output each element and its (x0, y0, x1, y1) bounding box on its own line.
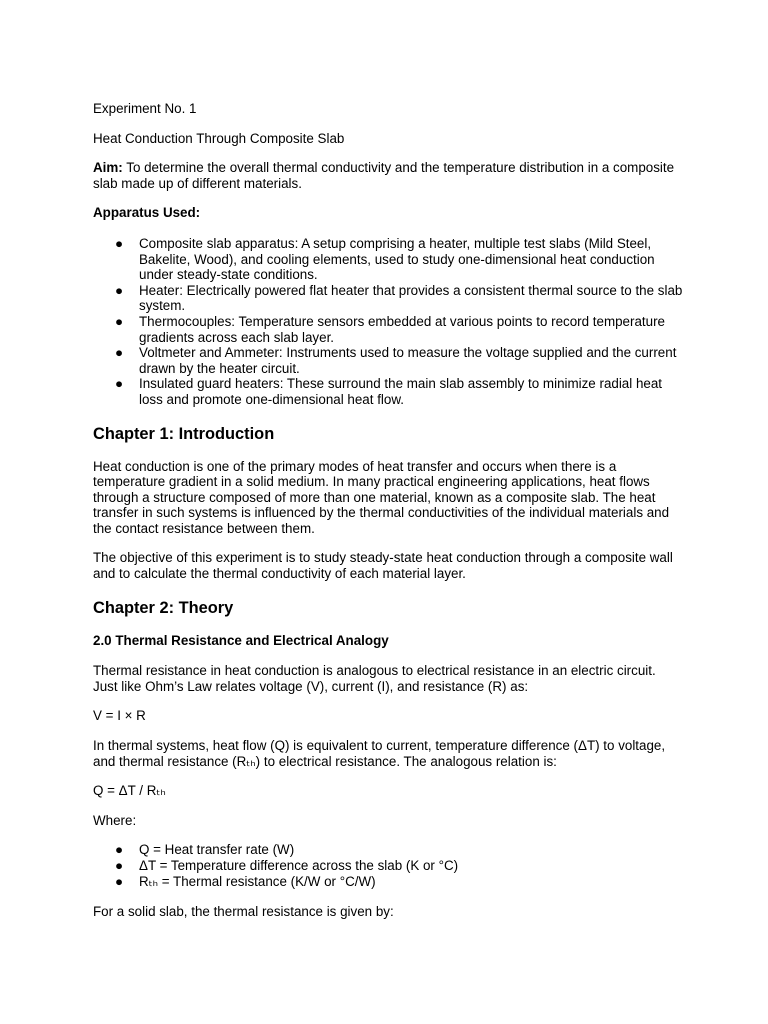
experiment-title: Heat Conduction Through Composite Slab (93, 130, 345, 146)
bullet-icon: ● (115, 376, 124, 392)
apparatus-item (93, 236, 683, 283)
bullet-icon: ● (115, 873, 124, 889)
analogy-paragraph: Thermal resistance in heat conduction is analogous to electrical resistance in an electric circuit. Just like Ohm’s Law relates voltage (V), current (I), and resistance (R) as: (93, 663, 656, 694)
variable-definition (93, 858, 683, 874)
apparatus-item (93, 283, 683, 314)
apparatus-item-text: Heater: Electrically powered flat heater that provides a consistent thermal source to the slab system. (139, 282, 683, 314)
variable-definitions-list (93, 842, 683, 889)
apparatus-list (93, 236, 683, 408)
bullet-icon: ● (115, 282, 124, 298)
where-label: Where: (93, 812, 137, 828)
variable-definition (93, 874, 683, 890)
aim-paragraph (93, 160, 683, 191)
variable-definition-text: Q = Heat transfer rate (W) (139, 842, 295, 858)
apparatus-item-text: Insulated guard heaters: These surround the main slab assembly to minimize radial heat loss and promote one-dimensional heat flow. (139, 376, 663, 407)
apparatus-item (93, 376, 683, 407)
bullet-icon: ● (115, 858, 124, 873)
apparatus-item-text: Voltmeter and Ammeter: Instruments used to measure the voltage supplied and the current drawn by the heater circuit. (139, 345, 677, 376)
experiment-number: Experiment No. 1 (93, 101, 197, 116)
ohms-law-formula: V = I × R (93, 708, 146, 724)
bullet-icon: ● (115, 842, 124, 858)
bullet-icon: ● (115, 345, 124, 361)
section-heading: 2.0 Thermal Resistance and Electrical Analogy (93, 632, 389, 648)
thermal-analogy-paragraph: In thermal systems, heat flow (Q) is equivalent to current, temperature difference (ΔT) to voltage, and thermal resistance (Rₜₕ) to electrical resistance. The analogous relation is: (93, 738, 666, 769)
heat-flow-formula: Q = ΔT / Rₜₕ (93, 783, 166, 799)
apparatus-item-text: Thermocouples: Temperature sensors embedded at various points to record temperature gradients across each slab layer. (139, 313, 665, 345)
aim-label: Aim: (93, 160, 123, 176)
slab-resistance-paragraph: For a solid slab, the thermal resistance is given by: (93, 904, 394, 920)
aim-text: To determine the overall thermal conductivity and the temperature distribution in a composite slab made up of different materials. (93, 160, 675, 191)
chapter-2-heading: Chapter 2: Theory (93, 598, 234, 617)
bullet-icon: ● (115, 235, 124, 251)
objective-paragraph: The objective of this experiment is to study steady-state heat conduction through a composite wall and to calculate the thermal conductivity of each material layer. (93, 550, 673, 582)
apparatus-heading: Apparatus Used: (93, 205, 201, 221)
intro-paragraph: Heat conduction is one of the primary modes of heat transfer and occurs when there is a temperature gradient in a solid medium. In many practical engineering applications, heat flows through a structure composed of more than one material, known as a composite slab. The heat transfer in such systems is influenced by the thermal conductivities of the individual materials and the contact resistance between them. (93, 458, 670, 536)
variable-definition-text: Rₜₕ = Thermal resistance (K/W or °C/W) (139, 873, 376, 889)
variable-definition (93, 842, 683, 858)
variable-definition-text: ΔT = Temperature difference across the slab (K or °C) (139, 858, 459, 873)
bullet-icon: ● (115, 313, 124, 329)
apparatus-item (93, 345, 683, 376)
chapter-1-heading: Chapter 1: Introduction (93, 424, 275, 443)
apparatus-item-text: Composite slab apparatus: A setup comprising a heater, multiple test slabs (Mild Steel, Bakelite, Wood), and cooling elements, used to study one-dimensional heat conduction under steady-state conditions. (139, 235, 655, 283)
apparatus-item (93, 314, 683, 345)
document-body (93, 101, 683, 934)
